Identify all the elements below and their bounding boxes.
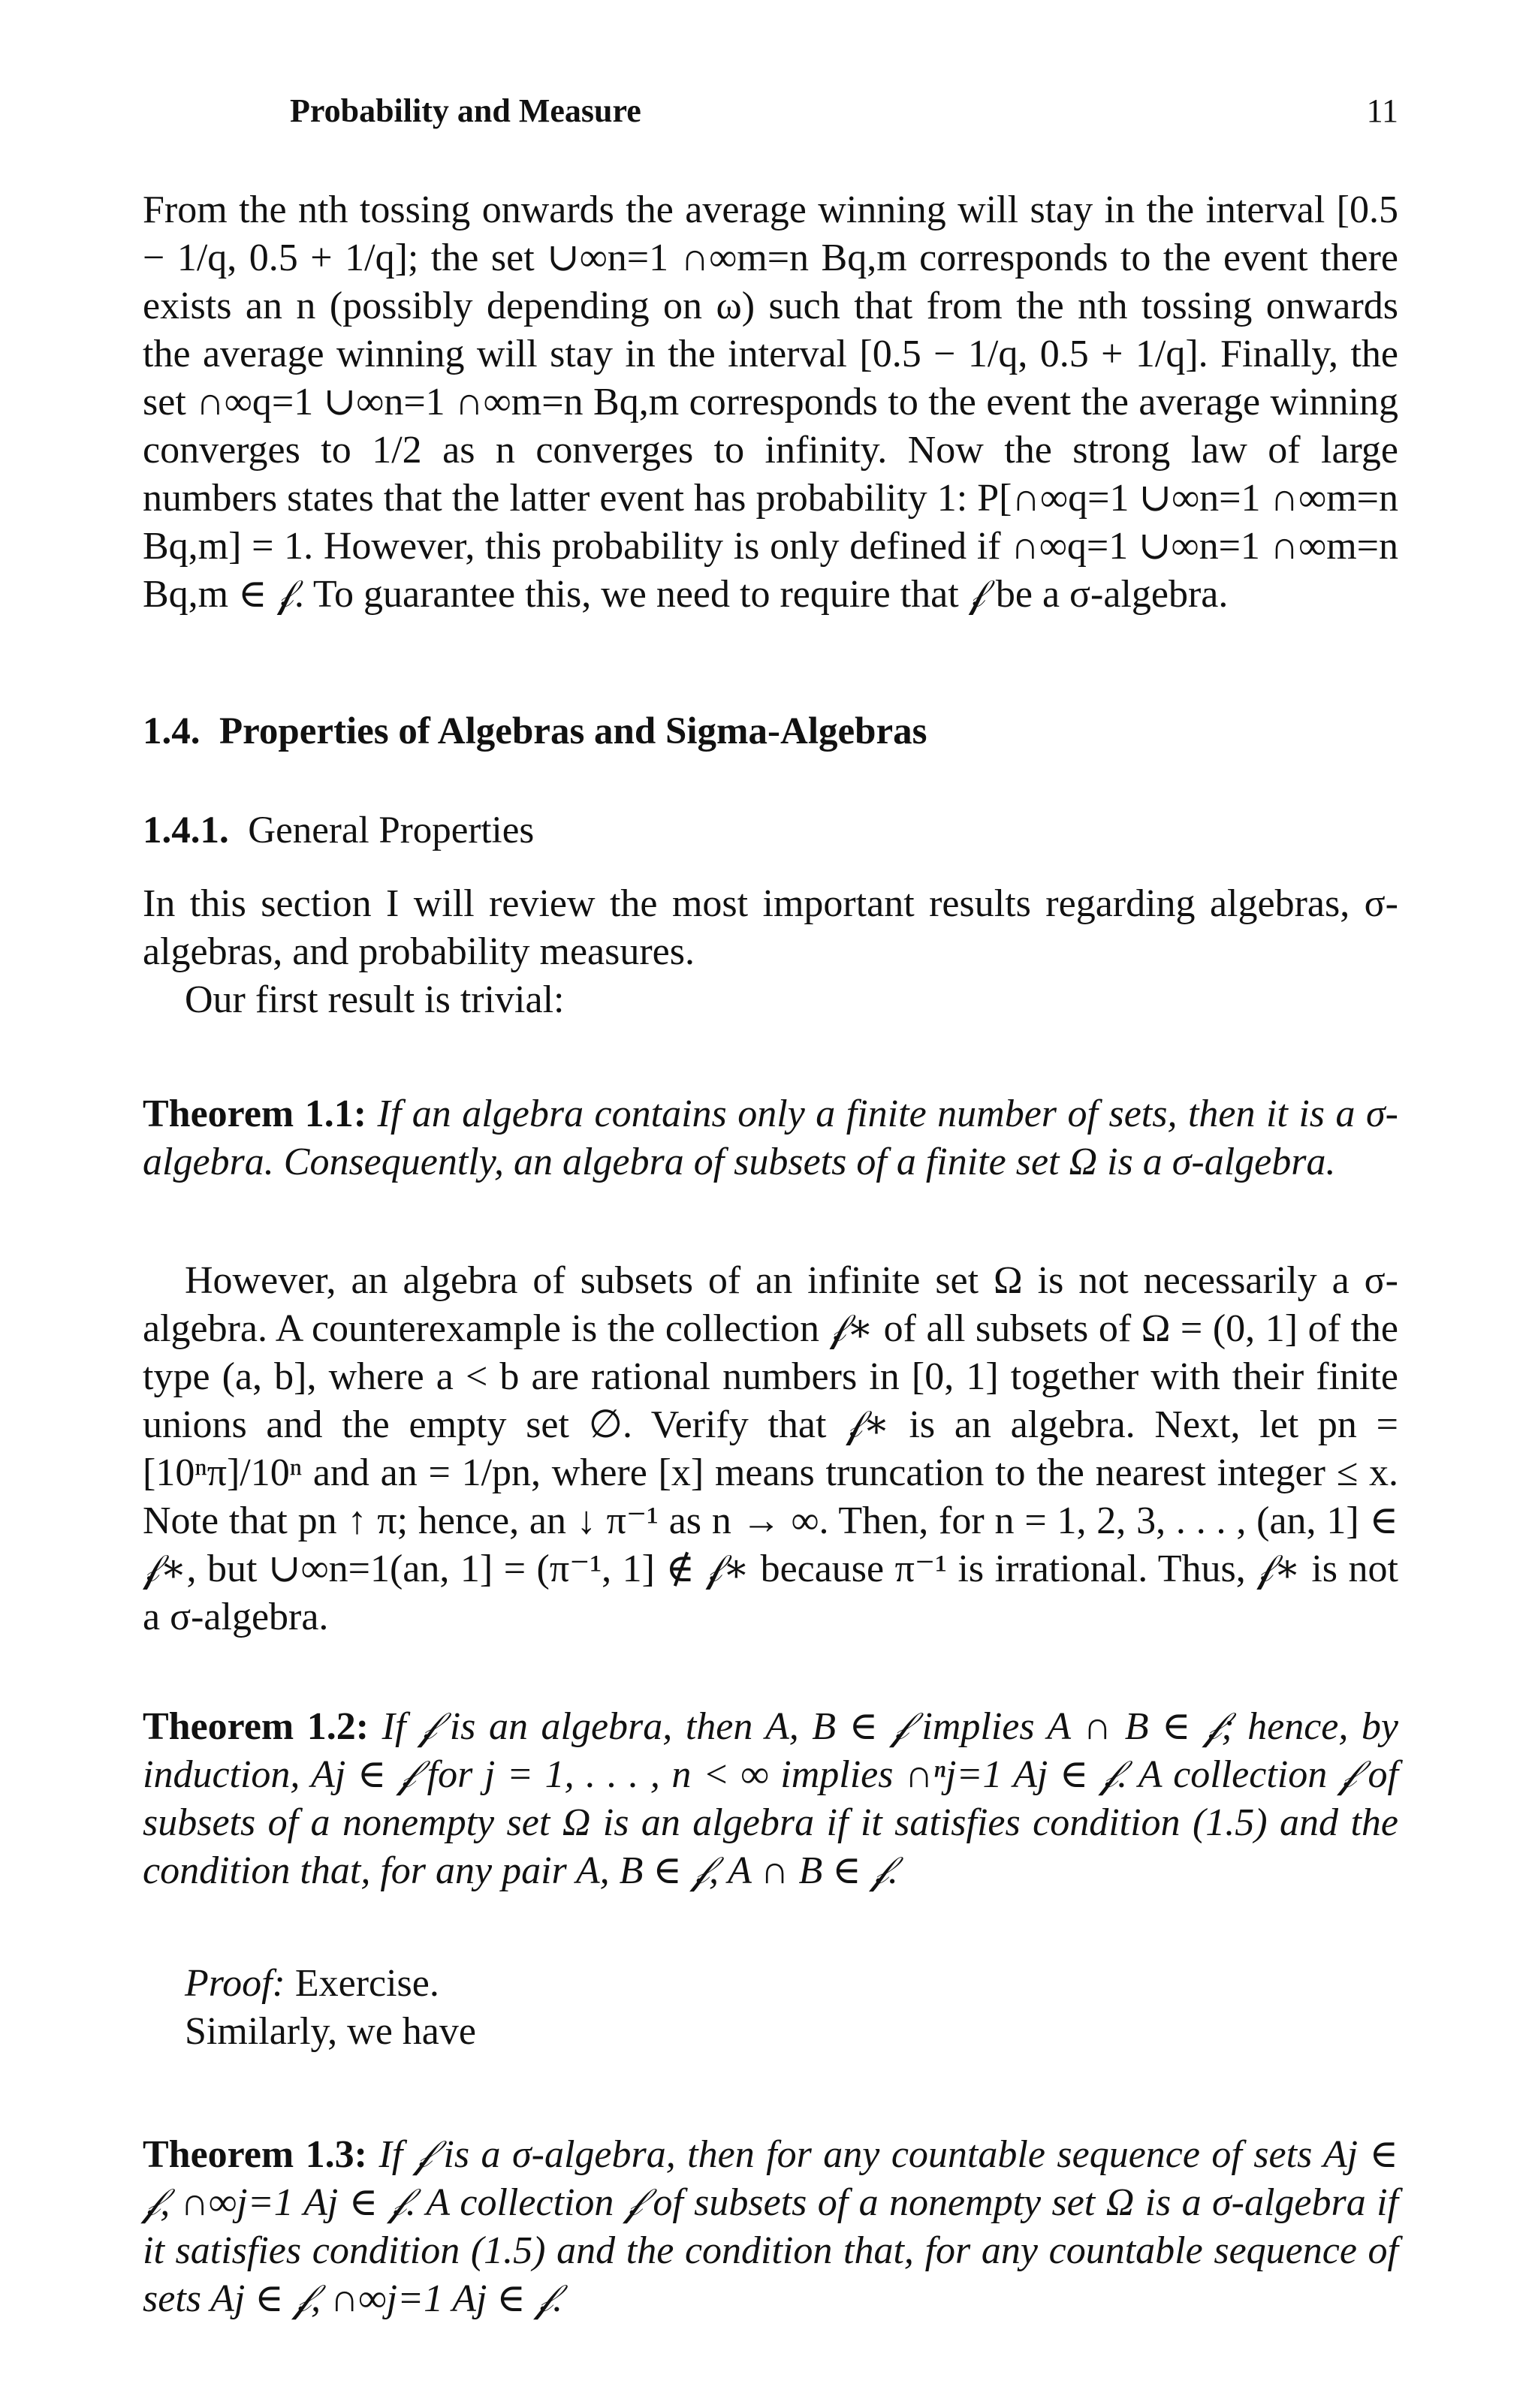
theorem-statement: If 𝒻 is an algebra, then A, B ∈ 𝒻 implies A ∩ B ∈ 𝒻; hence, by induction, Aj ∈ 𝒻 for j = 1, . . . , n < ∞ implies ∩ⁿj=1 Aj ∈ 𝒻. A collection 𝒻 of subsets of a nonempty set Ω is an algebra if it satisfies condition (1.5) and the condition that, for any pair A, B ∈ 𝒻, A ∩ B ∈ 𝒻.: [143, 1705, 1399, 1892]
section-title: Properties of Algebras and Sigma-Algebras: [219, 710, 927, 752]
intro-paragraph: In this section I will review the most important results regarding algebras, σ-algebras, and probability measures.: [143, 882, 1398, 973]
proof-line: [143, 1960, 1398, 2008]
proof-label: Proof:: [185, 1962, 285, 2005]
transition-text: Similarly, we have: [185, 2010, 476, 2053]
theorem-label: Theorem 1.3:: [143, 2133, 368, 2176]
theorem-1-3: [143, 2131, 1398, 2323]
theorem-1-2: [143, 1703, 1398, 1895]
theorem-statement: If an algebra contains only a finite number of sets, then it is a σ-algebra. Consequently, an algebra of subsets of a finite set Ω is a σ-algebra.: [143, 1092, 1398, 1183]
paragraph-counterexample: However, an algebra of subsets of an infinite set Ω is not necessarily a σ-algebra. A counterexample is the collection 𝒻∗ of all subsets of Ω = (0, 1] of the type (a, b], where a < b are rational numbers in [0, 1] together with their finite unions and the empty set ∅. Verify that 𝒻∗ is an algebra. Next, let pn = [10ⁿπ]/10ⁿ and an = 1/pn, where [x] means truncation to the nearest integer ≤ x. Note that pn ↑ π; hence, an ↓ π⁻¹ as n → ∞. Then, for n = 1, 2, 3, . . . , (an, 1] ∈ 𝒻∗, but ∪∞n=1(an, 1] = (π⁻¹, 1] ∉ 𝒻∗ because π⁻¹ is irrational. Thus, 𝒻∗ is not a σ-algebra.: [143, 1259, 1398, 1638]
section-number: 1.4.: [143, 710, 201, 752]
theorem-1-1: [143, 1090, 1398, 1186]
running-head-title: Probability and Measure: [290, 92, 641, 129]
theorem-label: Theorem 1.2:: [143, 1705, 369, 1748]
subsection-heading: [143, 806, 534, 854]
subsection-title: General Properties: [248, 809, 535, 851]
theorem-label: Theorem 1.1:: [143, 1092, 367, 1135]
theorem-statement: If 𝒻 is a σ-algebra, then for any countable sequence of sets Aj ∈ 𝒻, ∩∞j=1 Aj ∈ 𝒻. A collection 𝒻 of subsets of a nonempty set Ω is a σ-algebra if it satisfies condition (1.5) and the condition that, for any countable sequence of sets Aj ∈ 𝒻, ∩∞j=1 Aj ∈ 𝒻.: [143, 2133, 1399, 2320]
running-head: [290, 89, 1398, 134]
proof-block: [143, 1960, 1398, 2056]
subsection-number: 1.4.1.: [143, 809, 229, 851]
proof-text: Exercise.: [294, 1962, 439, 2005]
paragraph-event-sets: From the nth tossing onwards the average winning will stay in the interval [0.5 − 1/q, 0.5 + 1/q]; the set ∪∞n=1 ∩∞m=n Bq,m corresponds to the event there exists an n (possibly depending on ω) such that from the nth tossing onwards the average winning will stay in the interval [0.5 − 1/q, 0.5 + 1/q]. Finally, the set ∩∞q=1 ∪∞n=1 ∩∞m=n Bq,m corresponds to the event the average winning converges to 1/2 as n converges to infinity. Now the strong law of large numbers states that the latter event has probability 1: P[∩∞q=1 ∪∞n=1 ∩∞m=n Bq,m] = 1. However, this probability is only defined if ∩∞q=1 ∪∞n=1 ∩∞m=n Bq,m ∈ 𝒻. To guarantee this, we need to require that 𝒻 be a σ-algebra.: [143, 188, 1398, 616]
section-heading: [143, 707, 927, 755]
intro-transition: Our first result is trivial:: [185, 978, 565, 1021]
intro-block: [143, 880, 1398, 1024]
page-number: 11: [1366, 92, 1398, 129]
